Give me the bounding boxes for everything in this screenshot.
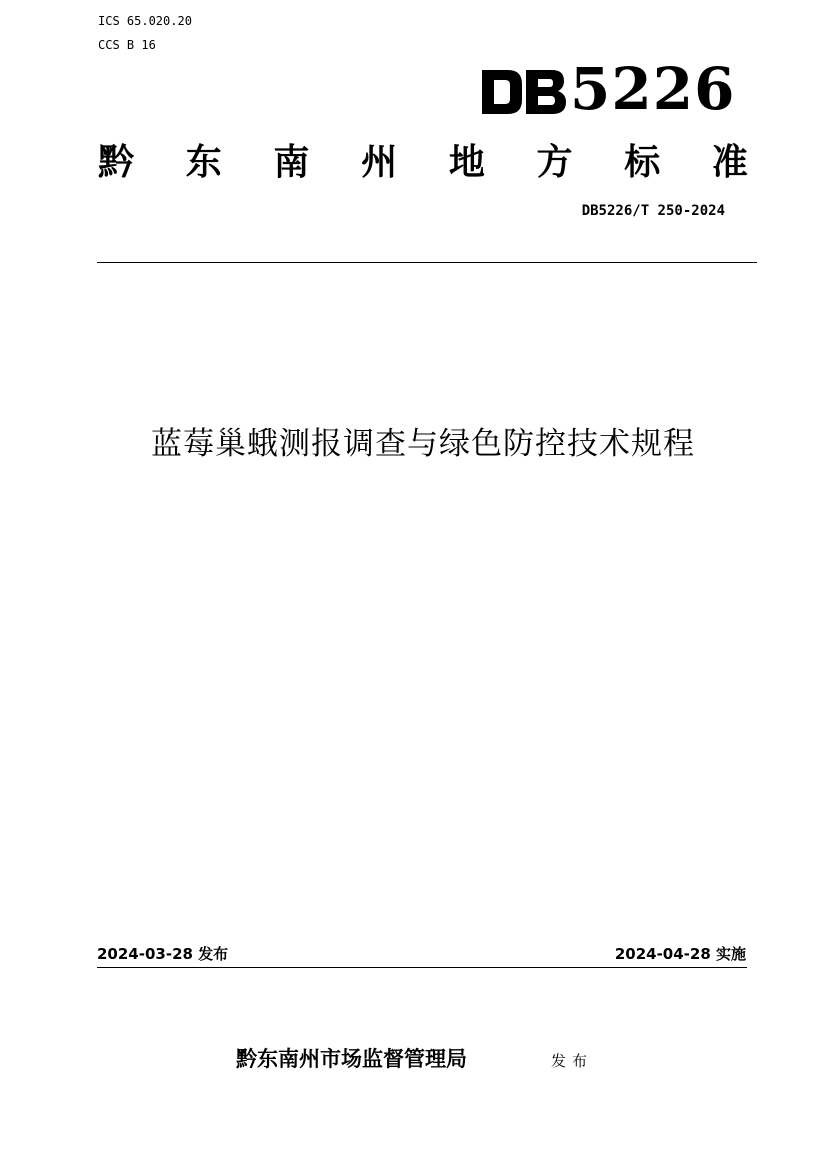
standard-type-char: 州 bbox=[361, 141, 398, 183]
ics-code: ICS 65.020.20 bbox=[98, 14, 192, 28]
db-logo-mark bbox=[478, 60, 570, 124]
standard-type bbox=[98, 134, 748, 184]
ccs-code: CCS B 16 bbox=[98, 38, 156, 52]
standard-type-char: 黔 bbox=[98, 141, 135, 183]
publisher: 黔东南州市场监督管理局 bbox=[236, 1047, 467, 1071]
bottom-divider bbox=[97, 967, 747, 968]
issue-date: 2024-03-28 发布 bbox=[97, 945, 229, 963]
standard-type-char: 标 bbox=[624, 141, 661, 183]
top-divider bbox=[97, 262, 757, 263]
standard-code: DB5226/T 250-2024 bbox=[581, 203, 725, 219]
publish-label: 发布 bbox=[551, 1052, 594, 1070]
document-title: 蓝莓巢蛾测报调查与绿色防控技术规程 bbox=[151, 426, 695, 462]
db-logo-number: 5226 bbox=[570, 55, 736, 123]
standard-type-char: 南 bbox=[273, 141, 310, 183]
db-logo bbox=[478, 55, 736, 124]
implementation-date: 2024-04-28 实施 bbox=[614, 945, 746, 963]
standard-type-char: 东 bbox=[185, 141, 222, 183]
standard-type-char: 准 bbox=[711, 141, 748, 183]
standard-type-char: 方 bbox=[536, 141, 573, 183]
standard-type-char: 地 bbox=[448, 141, 485, 183]
